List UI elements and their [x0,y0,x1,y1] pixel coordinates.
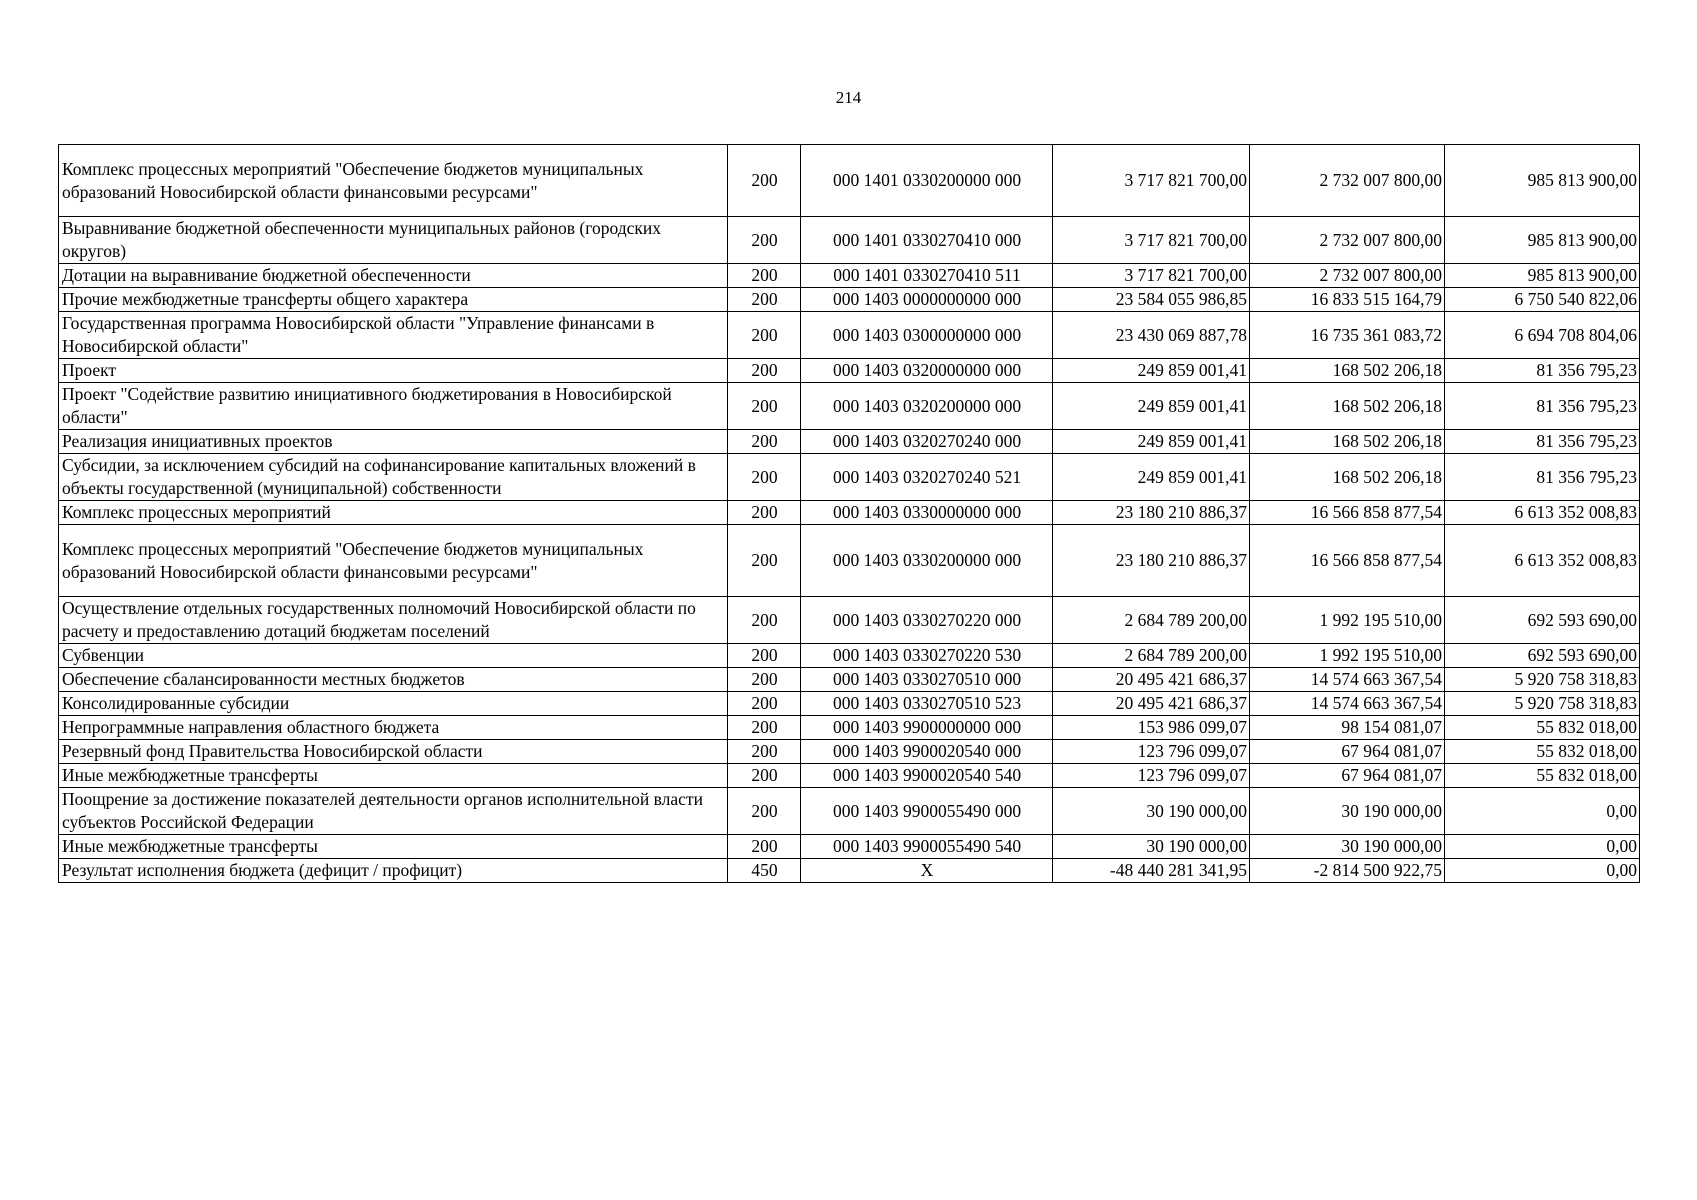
row-approved-cell: 123 796 099,07 [1053,740,1250,764]
row-code-cell: 200 [728,644,801,668]
row-kbk-cell: 000 1403 9900000000 000 [801,716,1053,740]
table-row [59,859,1640,883]
table-row [59,454,1640,501]
row-approved-cell: 2 684 789 200,00 [1053,644,1250,668]
row-code-cell: 200 [728,740,801,764]
row-kbk-cell: 000 1403 0320200000 000 [801,383,1053,430]
row-code-cell: 200 [728,383,801,430]
row-name-cell: Реализация инициативных проектов [59,430,728,454]
row-executed-cell: 2 732 007 800,00 [1250,264,1445,288]
row-unexecuted-cell: 55 832 018,00 [1445,740,1640,764]
row-code-cell: 200 [728,430,801,454]
row-kbk-cell: 000 1403 9900020540 000 [801,740,1053,764]
row-name-cell: Иные межбюджетные трансферты [59,835,728,859]
row-kbk-cell: 000 1403 0320000000 000 [801,359,1053,383]
table-row [59,312,1640,359]
row-executed-cell: 2 732 007 800,00 [1250,145,1445,217]
table-row [59,668,1640,692]
table-row [59,288,1640,312]
row-approved-cell: 23 180 210 886,37 [1053,501,1250,525]
row-kbk-cell: 000 1401 0330270410 511 [801,264,1053,288]
row-name-cell: Результат исполнения бюджета (дефицит / профицит) [59,859,728,883]
row-approved-cell: 3 717 821 700,00 [1053,145,1250,217]
row-executed-cell: 67 964 081,07 [1250,740,1445,764]
row-approved-cell: 153 986 099,07 [1053,716,1250,740]
row-name-cell: Осуществление отдельных государственных полномочий Новосибирской области по расчету и предоставлению дотаций бюджетам поселений [59,597,728,644]
row-unexecuted-cell: 0,00 [1445,788,1640,835]
row-code-cell: 200 [728,835,801,859]
row-executed-cell: 67 964 081,07 [1250,764,1445,788]
row-unexecuted-cell: 55 832 018,00 [1445,764,1640,788]
row-unexecuted-cell: 0,00 [1445,835,1640,859]
table-row [59,383,1640,430]
row-executed-cell: 168 502 206,18 [1250,359,1445,383]
row-name-cell: Комплекс процессных мероприятий [59,501,728,525]
row-unexecuted-cell: 692 593 690,00 [1445,597,1640,644]
row-code-cell: 200 [728,597,801,644]
row-executed-cell: 168 502 206,18 [1250,454,1445,501]
row-name-cell: Поощрение за достижение показателей деятельности органов исполнительной власти субъектов Российской Федерации [59,788,728,835]
row-name-cell: Субвенции [59,644,728,668]
table-row [59,501,1640,525]
row-code-cell: 200 [728,359,801,383]
row-name-cell: Государственная программа Новосибирской области "Управление финансами в Новосибирской области" [59,312,728,359]
row-approved-cell: 23 584 055 986,85 [1053,288,1250,312]
row-name-cell: Обеспечение сбалансированности местных бюджетов [59,668,728,692]
row-unexecuted-cell: 81 356 795,23 [1445,454,1640,501]
row-unexecuted-cell: 5 920 758 318,83 [1445,692,1640,716]
row-executed-cell: 30 190 000,00 [1250,835,1445,859]
row-executed-cell: 30 190 000,00 [1250,788,1445,835]
table-row [59,716,1640,740]
row-code-cell: 200 [728,764,801,788]
row-approved-cell: 30 190 000,00 [1053,835,1250,859]
row-kbk-cell: 000 1403 0320270240 000 [801,430,1053,454]
row-approved-cell: 23 180 210 886,37 [1053,525,1250,597]
row-approved-cell: 23 430 069 887,78 [1053,312,1250,359]
row-approved-cell: 20 495 421 686,37 [1053,692,1250,716]
table-row [59,264,1640,288]
row-unexecuted-cell: 985 813 900,00 [1445,264,1640,288]
row-unexecuted-cell: 81 356 795,23 [1445,430,1640,454]
row-code-cell: 200 [728,288,801,312]
row-unexecuted-cell: 81 356 795,23 [1445,383,1640,430]
row-name-cell: Дотации на выравнивание бюджетной обеспеченности [59,264,728,288]
row-name-cell: Комплекс процессных мероприятий "Обеспечение бюджетов муниципальных образований Новосибирской области финансовыми ресурсами" [59,145,728,217]
row-name-cell: Комплекс процессных мероприятий "Обеспечение бюджетов муниципальных образований Новосибирской области финансовыми ресурсами" [59,525,728,597]
row-code-cell: 200 [728,668,801,692]
table-row [59,644,1640,668]
row-approved-cell: 249 859 001,41 [1053,383,1250,430]
row-name-cell: Выравнивание бюджетной обеспеченности муниципальных районов (городских округов) [59,217,728,264]
row-unexecuted-cell: 5 920 758 318,83 [1445,668,1640,692]
row-approved-cell: -48 440 281 341,95 [1053,859,1250,883]
table-row [59,764,1640,788]
row-executed-cell: 16 566 858 877,54 [1250,525,1445,597]
budget-table [58,144,1640,883]
row-code-cell: 200 [728,716,801,740]
row-name-cell: Иные межбюджетные трансферты [59,764,728,788]
row-name-cell: Непрограммные направления областного бюджета [59,716,728,740]
table-row [59,359,1640,383]
row-approved-cell: 249 859 001,41 [1053,359,1250,383]
row-executed-cell: 168 502 206,18 [1250,430,1445,454]
table-row [59,430,1640,454]
row-code-cell: 200 [728,217,801,264]
row-unexecuted-cell: 692 593 690,00 [1445,644,1640,668]
row-name-cell: Консолидированные субсидии [59,692,728,716]
row-approved-cell: 249 859 001,41 [1053,454,1250,501]
row-unexecuted-cell: 6 750 540 822,06 [1445,288,1640,312]
row-kbk-cell: 000 1403 0320270240 521 [801,454,1053,501]
row-kbk-cell: 000 1403 9900020540 540 [801,764,1053,788]
row-executed-cell: 98 154 081,07 [1250,716,1445,740]
row-executed-cell: 168 502 206,18 [1250,383,1445,430]
row-kbk-cell: 000 1403 0330270220 530 [801,644,1053,668]
row-unexecuted-cell: 985 813 900,00 [1445,145,1640,217]
table-row [59,692,1640,716]
row-unexecuted-cell: 55 832 018,00 [1445,716,1640,740]
row-kbk-cell: 000 1403 0330270510 000 [801,668,1053,692]
table-row [59,217,1640,264]
row-kbk-cell: 000 1403 0330000000 000 [801,501,1053,525]
row-kbk-cell: 000 1403 0330270220 000 [801,597,1053,644]
row-executed-cell: 16 833 515 164,79 [1250,288,1445,312]
row-executed-cell: 16 566 858 877,54 [1250,501,1445,525]
row-code-cell: 450 [728,859,801,883]
row-kbk-cell: 000 1403 0330270510 523 [801,692,1053,716]
row-kbk-cell: 000 1401 0330270410 000 [801,217,1053,264]
row-approved-cell: 20 495 421 686,37 [1053,668,1250,692]
table-row [59,597,1640,644]
table-row [59,788,1640,835]
table-body [59,145,1640,883]
row-kbk-cell: X [801,859,1053,883]
row-kbk-cell: 000 1403 9900055490 000 [801,788,1053,835]
row-code-cell: 200 [728,692,801,716]
row-approved-cell: 30 190 000,00 [1053,788,1250,835]
table-row [59,740,1640,764]
row-unexecuted-cell: 0,00 [1445,859,1640,883]
page-number: 214 [835,88,862,107]
row-approved-cell: 123 796 099,07 [1053,764,1250,788]
row-approved-cell: 249 859 001,41 [1053,430,1250,454]
row-name-cell: Прочие межбюджетные трансферты общего характера [59,288,728,312]
row-executed-cell: 16 735 361 083,72 [1250,312,1445,359]
row-unexecuted-cell: 81 356 795,23 [1445,359,1640,383]
row-approved-cell: 2 684 789 200,00 [1053,597,1250,644]
row-executed-cell: 1 992 195 510,00 [1250,644,1445,668]
row-code-cell: 200 [728,525,801,597]
row-kbk-cell: 000 1403 0300000000 000 [801,312,1053,359]
row-code-cell: 200 [728,501,801,525]
row-approved-cell: 3 717 821 700,00 [1053,217,1250,264]
row-code-cell: 200 [728,788,801,835]
row-name-cell: Проект "Содействие развитию инициативного бюджетирования в Новосибирской области" [59,383,728,430]
row-name-cell: Проект [59,359,728,383]
row-kbk-cell: 000 1403 0330200000 000 [801,525,1053,597]
row-code-cell: 200 [728,145,801,217]
table-row [59,525,1640,597]
table-row [59,145,1640,217]
row-name-cell: Субсидии, за исключением субсидий на софинансирование капитальных вложений в объекты государственной (муниципальной) собственности [59,454,728,501]
row-executed-cell: 1 992 195 510,00 [1250,597,1445,644]
row-executed-cell: 2 732 007 800,00 [1250,217,1445,264]
row-name-cell: Резервный фонд Правительства Новосибирской области [59,740,728,764]
table-row [59,835,1640,859]
row-unexecuted-cell: 6 613 352 008,83 [1445,501,1640,525]
row-unexecuted-cell: 6 613 352 008,83 [1445,525,1640,597]
row-code-cell: 200 [728,454,801,501]
row-executed-cell: -2 814 500 922,75 [1250,859,1445,883]
row-unexecuted-cell: 6 694 708 804,06 [1445,312,1640,359]
row-kbk-cell: 000 1403 0000000000 000 [801,288,1053,312]
row-code-cell: 200 [728,264,801,288]
row-code-cell: 200 [728,312,801,359]
row-kbk-cell: 000 1403 9900055490 540 [801,835,1053,859]
row-unexecuted-cell: 985 813 900,00 [1445,217,1640,264]
row-executed-cell: 14 574 663 367,54 [1250,668,1445,692]
row-kbk-cell: 000 1401 0330200000 000 [801,145,1053,217]
row-approved-cell: 3 717 821 700,00 [1053,264,1250,288]
row-executed-cell: 14 574 663 367,54 [1250,692,1445,716]
